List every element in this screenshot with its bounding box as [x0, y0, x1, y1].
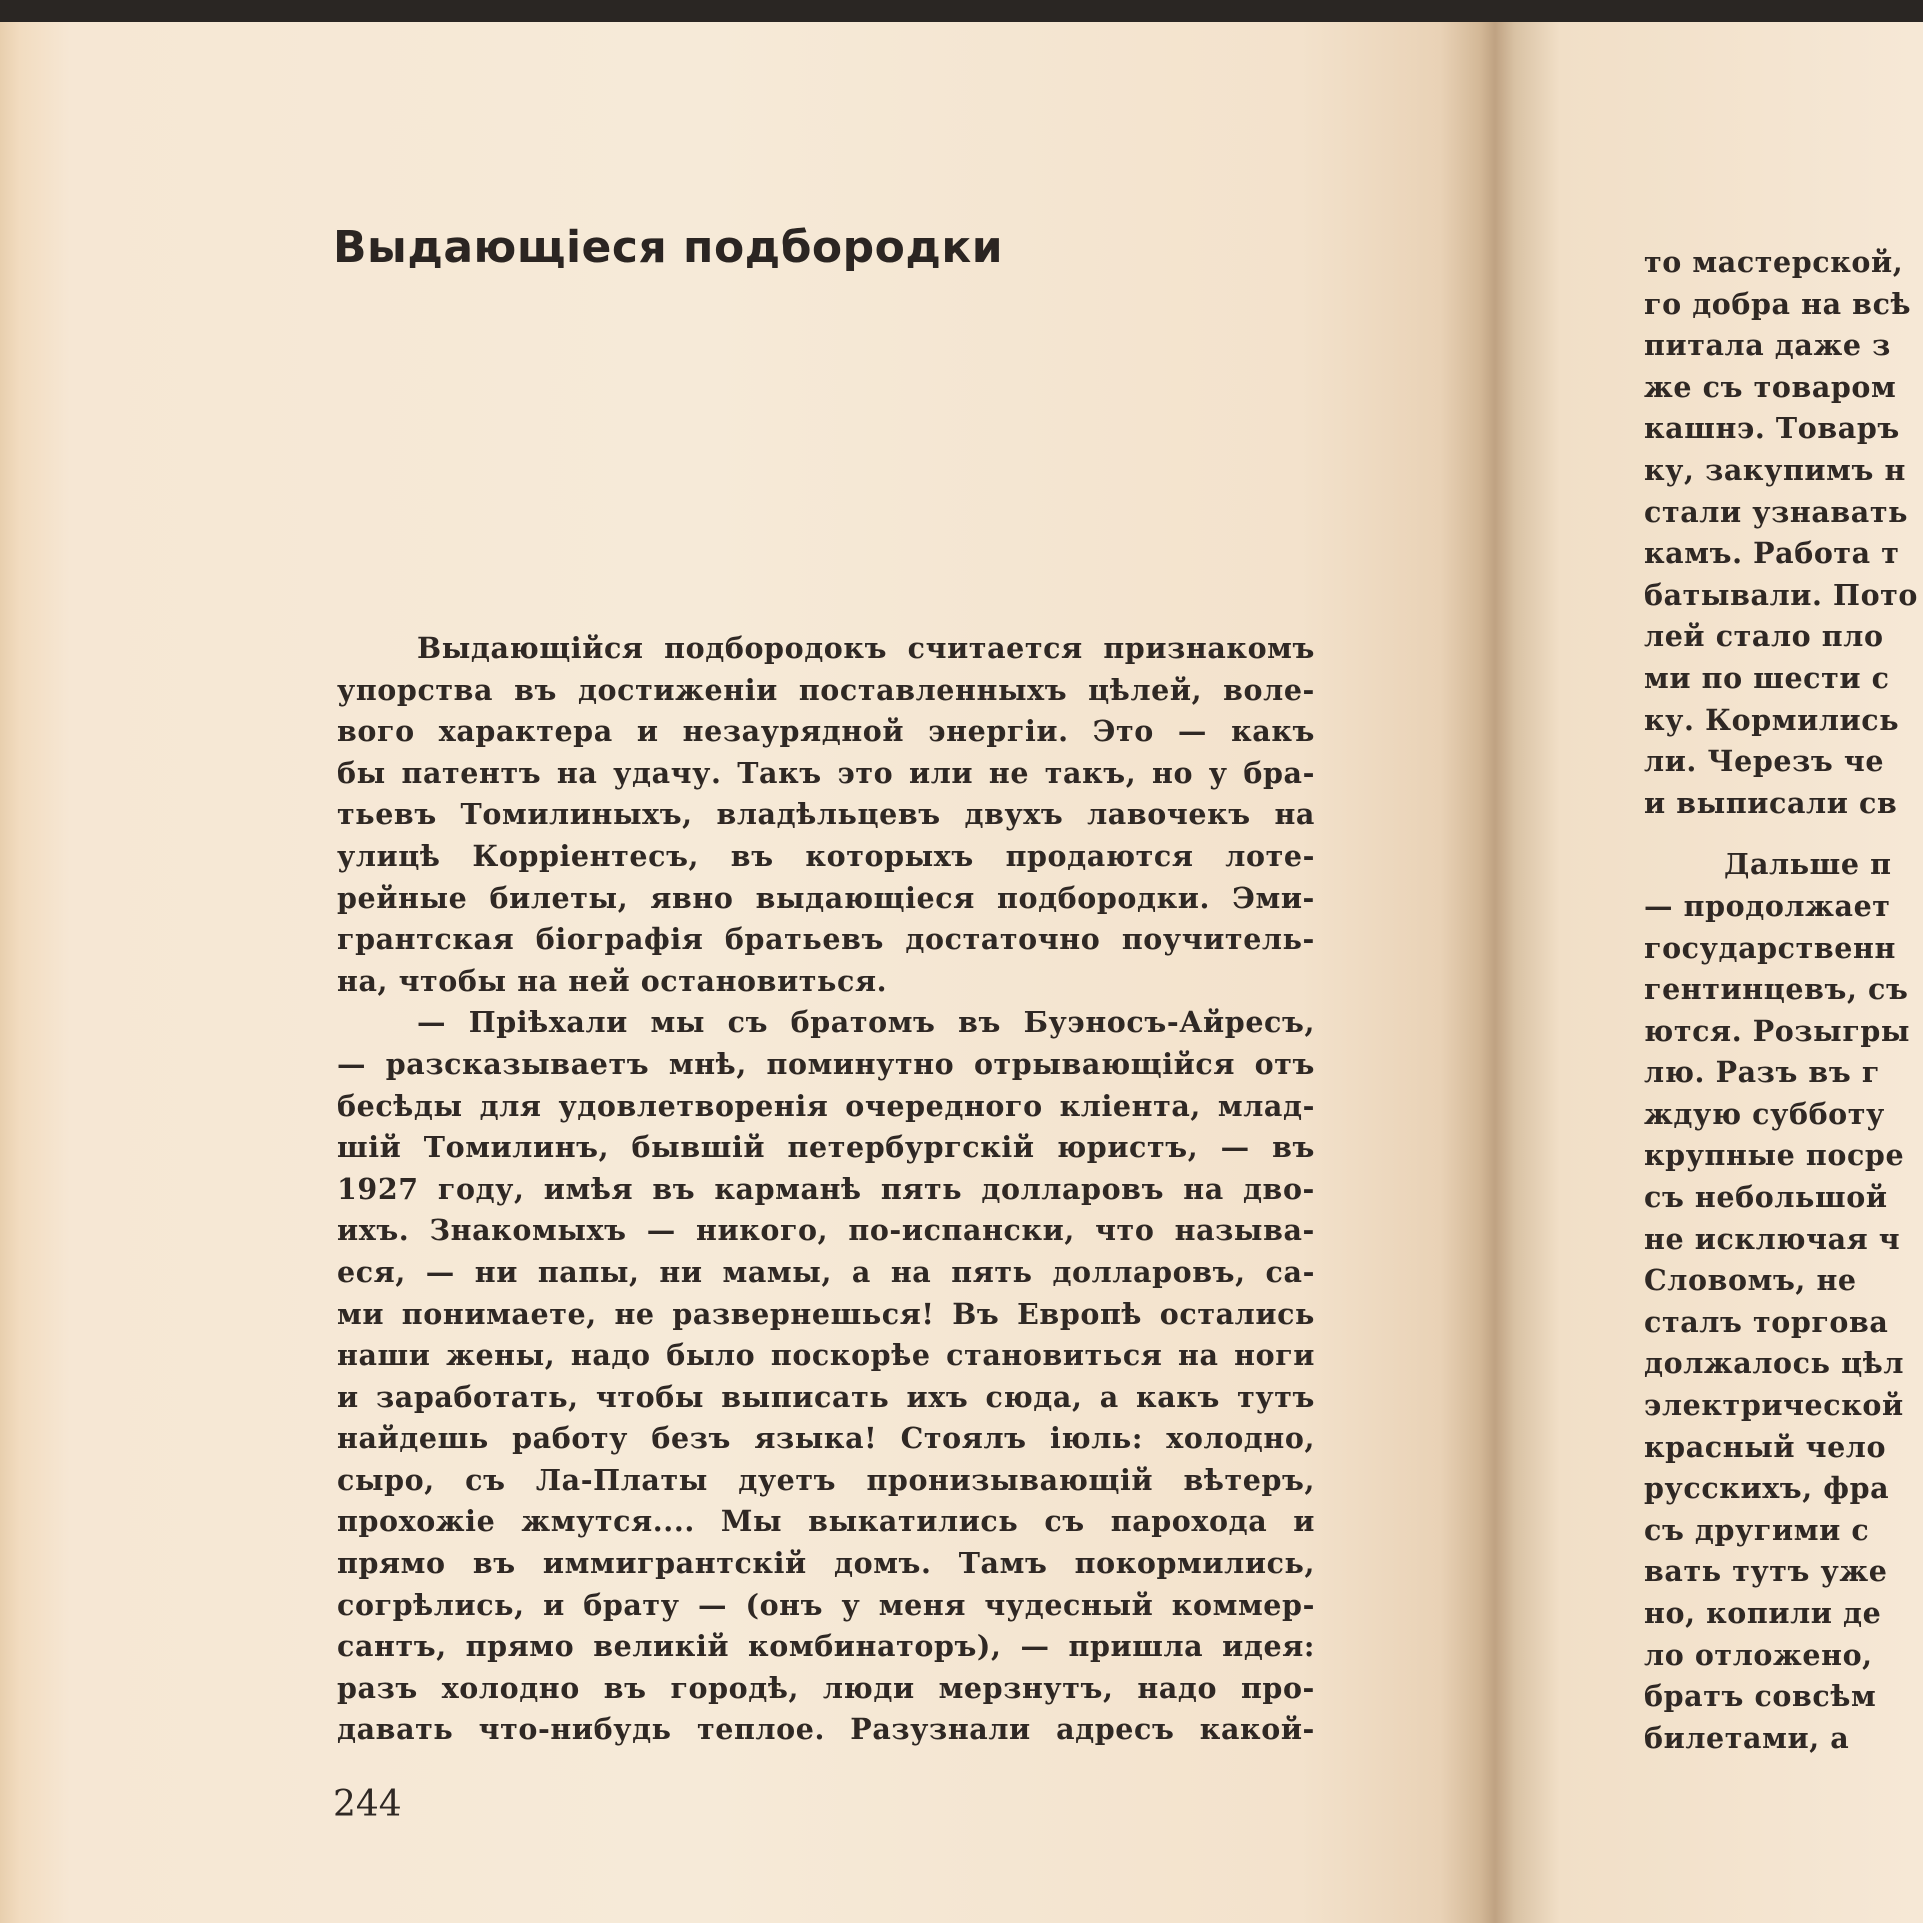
- text-line: электрической: [1644, 1388, 1904, 1423]
- text-line: еся, — ни папы, ни мамы, а на пять долларовъ, са-: [337, 1254, 1315, 1289]
- text-line: лей стало пло: [1644, 619, 1884, 654]
- text-line: наши жены, надо было поскорѣе становиться на ноги: [337, 1338, 1315, 1373]
- text-line: бы патентъ на удачу. Такъ это или не такъ, но у бра-: [337, 755, 1315, 790]
- text-line: ли. Черезъ че: [1644, 744, 1885, 779]
- text-line: ми по шести с: [1644, 660, 1890, 695]
- text-line: бесѣды для удовлетворенія очередного кліента, млад-: [337, 1088, 1315, 1123]
- page-number: 244: [333, 1784, 402, 1825]
- text-line: согрѣлись, и брату — (онъ у меня чудесный коммер-: [337, 1587, 1315, 1622]
- text-line: ются. Розыгры: [1644, 1013, 1911, 1048]
- text-line: должалось цѣл: [1644, 1346, 1905, 1381]
- text-line: сыро, съ Ла-Платы дуетъ пронизывающій вѣтеръ,: [337, 1462, 1315, 1497]
- text-line: ждую субботу: [1644, 1096, 1885, 1131]
- text-line: ло отложено,: [1644, 1637, 1873, 1672]
- text-line: прямо въ иммигрантскій домъ. Тамъ покормились,: [337, 1546, 1315, 1581]
- text-line: ку. Кормились: [1644, 702, 1900, 737]
- text-line: упорства въ достиженіи поставленныхъ цѣлей, воле-: [337, 672, 1315, 707]
- text-line: грантская біографія братьевъ достаточно поучитель-: [337, 922, 1315, 957]
- chapter-title: Выдающіеся подбородки: [333, 222, 1004, 273]
- text-line: батывали. Пото: [1644, 577, 1919, 612]
- text-line: русскихъ, фра: [1644, 1471, 1890, 1506]
- text-line: же съ товаром: [1644, 369, 1897, 404]
- left-page: [0, 22, 1490, 1923]
- text-line: — продолжает: [1644, 888, 1891, 923]
- text-line: ми понимаете, не развернешься! Въ Европѣ остались: [337, 1296, 1315, 1331]
- text-line: билетами, а: [1644, 1720, 1850, 1755]
- text-line: гентинцевъ, съ: [1644, 972, 1909, 1007]
- text-line: съ небольшой: [1644, 1180, 1888, 1215]
- right-page: [1510, 22, 1923, 1923]
- text-line: найдешь работу безъ языка! Стоялъ іюль: холодно,: [337, 1421, 1315, 1456]
- text-line: сантъ, прямо великій комбинаторъ), — пришла идея:: [337, 1629, 1315, 1664]
- text-line: съ другими с: [1644, 1512, 1870, 1547]
- text-line: на, чтобы на ней остановиться.: [337, 963, 888, 998]
- text-line: красный чело: [1644, 1429, 1887, 1464]
- text-line: вать тутъ уже: [1644, 1554, 1888, 1589]
- text-line: и выписали св: [1644, 785, 1898, 820]
- text-line: но, копили де: [1644, 1596, 1882, 1630]
- text-line: камъ. Работа т: [1644, 536, 1900, 571]
- text-line: государственн: [1644, 930, 1896, 965]
- text-line: и заработать, чтобы выписать ихъ сюда, а какъ тутъ: [337, 1379, 1315, 1414]
- text-line: кашнэ. Товаръ: [1644, 411, 1900, 446]
- text-line: питала даже з: [1644, 328, 1891, 363]
- text-line: вого характера и незаурядной энергіи. Это — какъ: [337, 714, 1315, 749]
- text-line: давать что-нибудь теплое. Разузнали адресъ какой-: [337, 1712, 1315, 1747]
- text-line: то мастерской,: [1644, 245, 1904, 279]
- text-line: Словомъ, не: [1644, 1263, 1857, 1298]
- text-line: рейные билеты, явно выдающіеся подбородки. Эми-: [337, 880, 1315, 915]
- text-line: лю. Разъ въ г: [1644, 1055, 1880, 1090]
- text-line: 1927 году, имѣя въ карманѣ пять долларовъ на дво-: [337, 1171, 1315, 1206]
- text-line: улицѣ Корріентесъ, въ которыхъ продаются лоте-: [337, 838, 1315, 873]
- right-page-body: [1644, 242, 1923, 1759]
- text-line: стали узнавать: [1644, 494, 1909, 529]
- text-line: Дальше п: [1724, 847, 1892, 882]
- left-page-body: [337, 628, 1315, 1751]
- paragraph-gap: [1644, 824, 1923, 844]
- text-line: разъ холодно въ городѣ, люди мерзнутъ, надо про-: [337, 1670, 1315, 1705]
- text-line: братъ совсѣм: [1644, 1679, 1877, 1714]
- text-line: — разсказываетъ мнѣ, поминутно отрывающійся отъ: [337, 1046, 1315, 1081]
- text-line: прохожіе жмутся.... Мы выкатились съ парохода и: [337, 1504, 1315, 1539]
- text-line: ку, закупимъ н: [1644, 452, 1906, 487]
- text-line: крупные посре: [1644, 1138, 1905, 1173]
- book-spread: [0, 22, 1923, 1923]
- text-line: Выдающійся подбородокъ считается признакомъ: [417, 631, 1315, 665]
- text-line: — Пріѣхали мы съ братомъ въ Буэносъ-Айресъ,: [417, 1005, 1315, 1040]
- text-line: не исключая ч: [1644, 1221, 1901, 1256]
- text-line: шій Томилинъ, бывшій петербургскій юристъ, — въ: [337, 1130, 1315, 1165]
- text-line: го добра на всѣ: [1644, 286, 1912, 321]
- text-line: ихъ. Знакомыхъ — никого, по-испански, что называ-: [337, 1213, 1315, 1248]
- text-line: сталъ торгова: [1644, 1304, 1889, 1339]
- text-line: тьевъ Томилиныхъ, владѣльцевъ двухъ лавочекъ на: [337, 797, 1315, 832]
